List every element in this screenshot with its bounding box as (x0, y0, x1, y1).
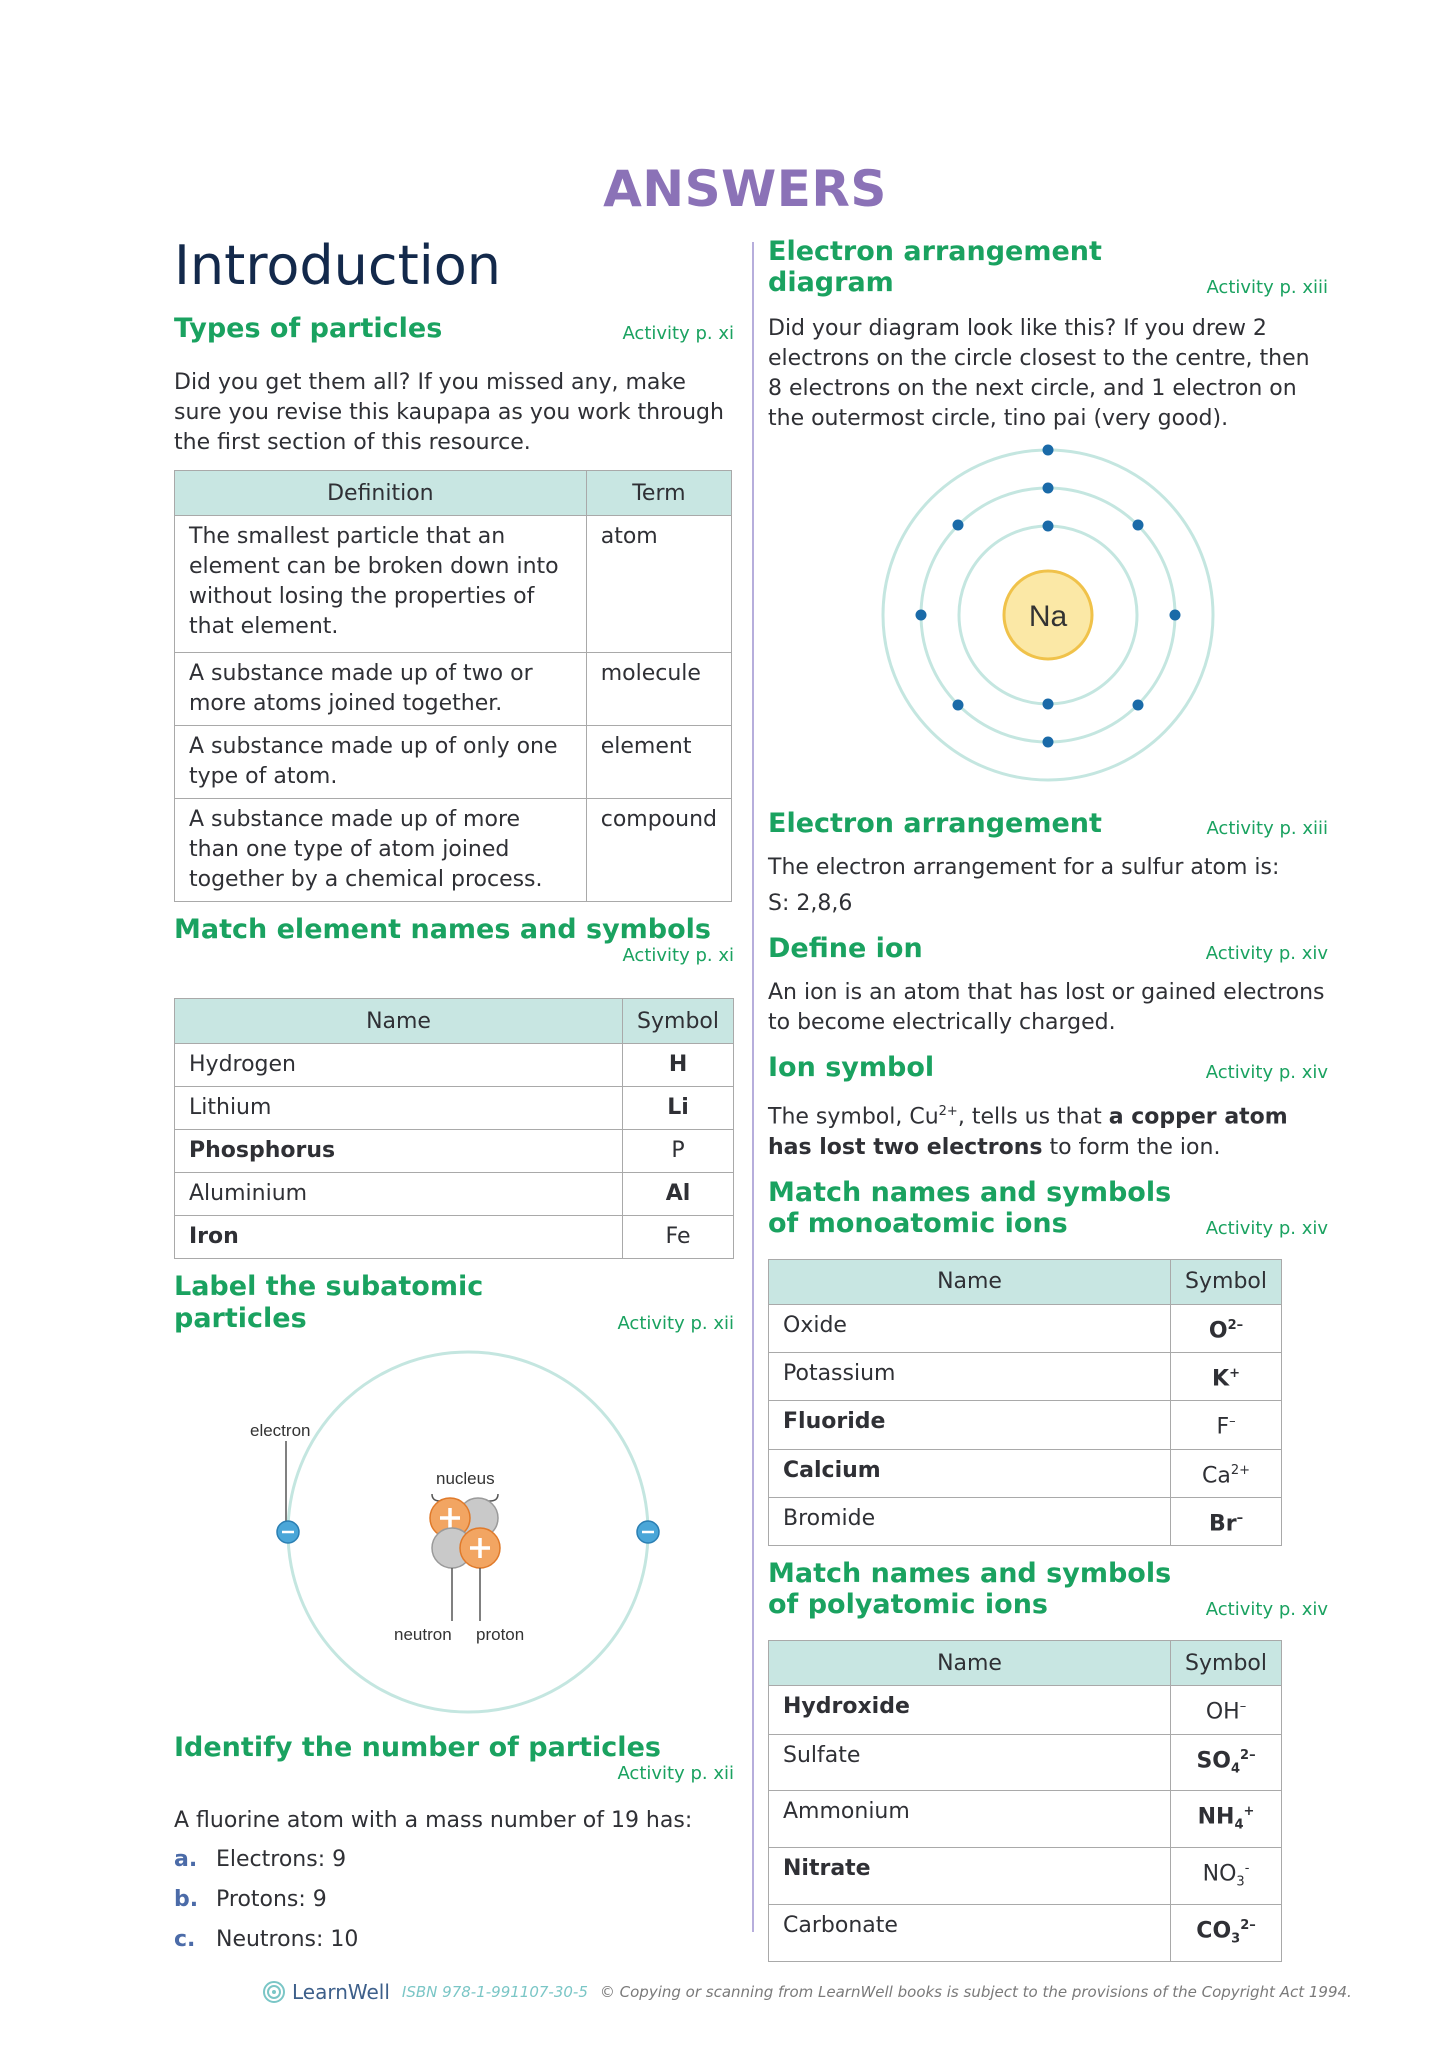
name-cell: Lithium (175, 1087, 623, 1130)
table-row (769, 1449, 1282, 1497)
symbol-cell: F– (1171, 1401, 1282, 1449)
diagram-activity: Activity p. xiii (1206, 277, 1328, 299)
name-cell: Iron (175, 1216, 623, 1259)
match-activity: Activity p. xi (622, 945, 734, 967)
symbol-cell: $O^{2-}$ (1171, 1304, 1282, 1352)
table-row (175, 1130, 734, 1173)
mono-title: Match names and symbols of monoatomic ions (768, 1176, 1172, 1239)
electron-dot (916, 610, 927, 621)
table-header: Name (175, 999, 623, 1044)
definition-cell: The smallest particle that an element can be broken down into without losing the properties of that element. (175, 516, 587, 653)
right-column (768, 236, 1328, 1962)
table-header: Symbol (1171, 1641, 1282, 1686)
monoatomic-table (768, 1259, 1282, 1547)
nucleus (430, 1498, 500, 1568)
neutron-label: neutron (394, 1624, 452, 1644)
name-cell: Bromide (769, 1497, 1171, 1545)
name-cell: Potassium (769, 1352, 1171, 1400)
mono-activity: Activity p. xiv (1205, 1217, 1328, 1239)
electron-dot (1170, 610, 1181, 621)
table-row (175, 1216, 734, 1259)
term-cell: compound (586, 799, 731, 902)
symbol-cell: $SO_4^{2-}$ (1171, 1734, 1282, 1791)
table-row (769, 1304, 1282, 1352)
types-header (174, 313, 734, 344)
name-cell: Calcium (769, 1449, 1171, 1497)
left-column (174, 236, 734, 1960)
list-item: c. Neutrons: 10 (174, 1926, 359, 1952)
answer-list (174, 1840, 734, 1960)
table-header: Term (586, 471, 731, 516)
name-cell: Phosphorus (175, 1130, 623, 1173)
term-cell: molecule (586, 653, 731, 726)
table-header: Name (769, 1259, 1171, 1304)
table-row (175, 799, 732, 902)
ion-symbol-text: The symbol, $Cu^{2+}$, tells us that a copper atom has lost two electrons to form the ion. (768, 1104, 1288, 1160)
arrangement-title: Electron arrangement (768, 808, 1102, 840)
table-row (175, 1044, 734, 1087)
ion-symbol-header (768, 1052, 1328, 1083)
definition-cell: A substance made up of more than one type of atom joined together by a chemical process. (175, 799, 587, 902)
types-table (174, 470, 732, 902)
symbol-cell: Fe (623, 1216, 734, 1259)
isbn: ISBN 978-1-991107-30-5 (401, 1983, 588, 2001)
diagram-header (768, 236, 1328, 298)
diagram-title: Electron arrangement diagram (768, 236, 1102, 299)
electron-dot (953, 520, 964, 531)
electron-dot (1133, 700, 1144, 711)
table-row (175, 653, 732, 726)
symbol-cell: $NH_4^+$ (1171, 1791, 1282, 1848)
electron-dot (1043, 483, 1054, 494)
nucleus-symbol: Na (1028, 600, 1068, 634)
section-heading: Introduction (174, 234, 502, 297)
learnwell-logo (262, 1980, 390, 2004)
copyright: © Copying or scanning from LearnWell books is subject to the provisions of the Copyright Act 1994. (599, 1983, 1352, 2001)
table-row (175, 1087, 734, 1130)
table-row (175, 726, 732, 799)
label-title: Label the subatomic particles (174, 1271, 484, 1334)
electron-dot (953, 700, 964, 711)
symbol-cell: OH– (1171, 1686, 1282, 1734)
symbol-cell: $Ca^{2+}$ (1171, 1449, 1282, 1497)
table-row (175, 516, 732, 653)
electron-dot (1043, 445, 1054, 456)
ion-symbol-activity: Activity p. xiv (1205, 1062, 1328, 1084)
label-activity: Activity p. xii (617, 1312, 734, 1334)
nucleus-label: nucleus (436, 1468, 495, 1488)
column-divider (752, 242, 754, 1932)
electron-shell-diagram (768, 440, 1328, 790)
symbol-cell: H (623, 1044, 734, 1087)
symbol-cell: $NO_3^-$ (1171, 1848, 1282, 1905)
name-cell: Oxide (769, 1304, 1171, 1352)
define-header (768, 933, 1328, 964)
name-cell: Carbonate (769, 1904, 1171, 1961)
arrangement-answer: S: 2,8,6 (768, 891, 853, 917)
arrangement-header (768, 808, 1328, 839)
electron-dot (1043, 521, 1054, 532)
identify-title: Identify the number of particles (174, 1731, 661, 1763)
table-row (769, 1352, 1282, 1400)
table-row (175, 1173, 734, 1216)
define-text: An ion is an atom that has lost or gained electrons to become electrically charged. (768, 980, 1325, 1036)
name-cell: Sulfate (769, 1734, 1171, 1791)
definition-cell: A substance made up of only one type of atom. (175, 726, 587, 799)
table-row (769, 1401, 1282, 1449)
symbol-cell: Br– (1171, 1497, 1282, 1545)
symbol-cell: Li (623, 1087, 734, 1130)
identify-intro: A fluorine atom with a mass number of 19 has: (174, 1807, 693, 1833)
term-cell: atom (586, 516, 731, 653)
types-intro: Did you get them all? If you missed any, make sure you revise this kaupapa as you work through the first section of this resource. (174, 370, 724, 456)
table-header: Symbol (623, 999, 734, 1044)
electron-label: electron (250, 1420, 311, 1440)
symbol-cell: $CO_3^{2-}$ (1171, 1904, 1282, 1961)
label-header (174, 1271, 734, 1333)
list-item: b. Protons: 9 (174, 1886, 327, 1912)
table-row (769, 1686, 1282, 1734)
page-title: ANSWERS (603, 160, 887, 218)
symbol-cell: Al (623, 1173, 734, 1216)
poly-title: Match names and symbols of polyatomic ions (768, 1558, 1172, 1621)
diagram-text: Did your diagram look like this? If you drew 2 electrons on the circle closest to the centre, then 8 electrons on the next circle, and 1 electron on the outermost circle, tino pai (very good). (768, 316, 1310, 432)
elements-table (174, 998, 734, 1259)
match-header (174, 914, 734, 966)
types-title: Types of particles (174, 313, 443, 345)
identify-header (174, 1732, 734, 1784)
table-row (769, 1848, 1282, 1905)
name-cell: Hydrogen (175, 1044, 623, 1087)
table-header: Symbol (1171, 1259, 1282, 1304)
electron-dot (1133, 520, 1144, 531)
define-activity: Activity p. xiv (1205, 943, 1328, 965)
electron-right (637, 1521, 659, 1543)
brand-name: LearnWell (292, 1980, 390, 2004)
name-cell: Nitrate (769, 1848, 1171, 1905)
name-cell: Fluoride (769, 1401, 1171, 1449)
spiral-icon (262, 1980, 286, 2004)
table-row (769, 1791, 1282, 1848)
poly-activity: Activity p. xiv (1205, 1599, 1328, 1621)
define-title: Define ion (768, 933, 923, 965)
arrangement-activity: Activity p. xiii (1206, 818, 1328, 840)
electron-dot (1043, 699, 1054, 710)
table-row (769, 1734, 1282, 1791)
symbol-cell: K+ (1171, 1352, 1282, 1400)
types-activity: Activity p. xi (622, 323, 734, 345)
table-row (769, 1904, 1282, 1961)
arrangement-text: The electron arrangement for a sulfur atom is: (768, 855, 1280, 881)
list-item: a. Electrons: 9 (174, 1846, 347, 1872)
table-header: Name (769, 1641, 1171, 1686)
electron-left (277, 1521, 299, 1543)
electron-dot (1043, 737, 1054, 748)
name-cell: Hydroxide (769, 1686, 1171, 1734)
name-cell: Aluminium (175, 1173, 623, 1216)
table-row (769, 1497, 1282, 1545)
definition-cell: A substance made up of two or more atoms joined together. (175, 653, 587, 726)
poly-header (768, 1558, 1328, 1620)
table-header: Definition (175, 471, 587, 516)
term-cell: element (586, 726, 731, 799)
mono-header (768, 1177, 1328, 1239)
symbol-cell: P (623, 1130, 734, 1173)
match-title: Match element names and symbols (174, 914, 712, 946)
identify-activity: Activity p. xii (617, 1762, 734, 1784)
subatomic-diagram (174, 1334, 734, 1724)
proton-label: proton (476, 1624, 525, 1644)
footer (262, 1980, 1352, 2004)
ion-symbol-title: Ion symbol (768, 1052, 935, 1084)
name-cell: Ammonium (769, 1791, 1171, 1848)
polyatomic-table (768, 1640, 1282, 1961)
